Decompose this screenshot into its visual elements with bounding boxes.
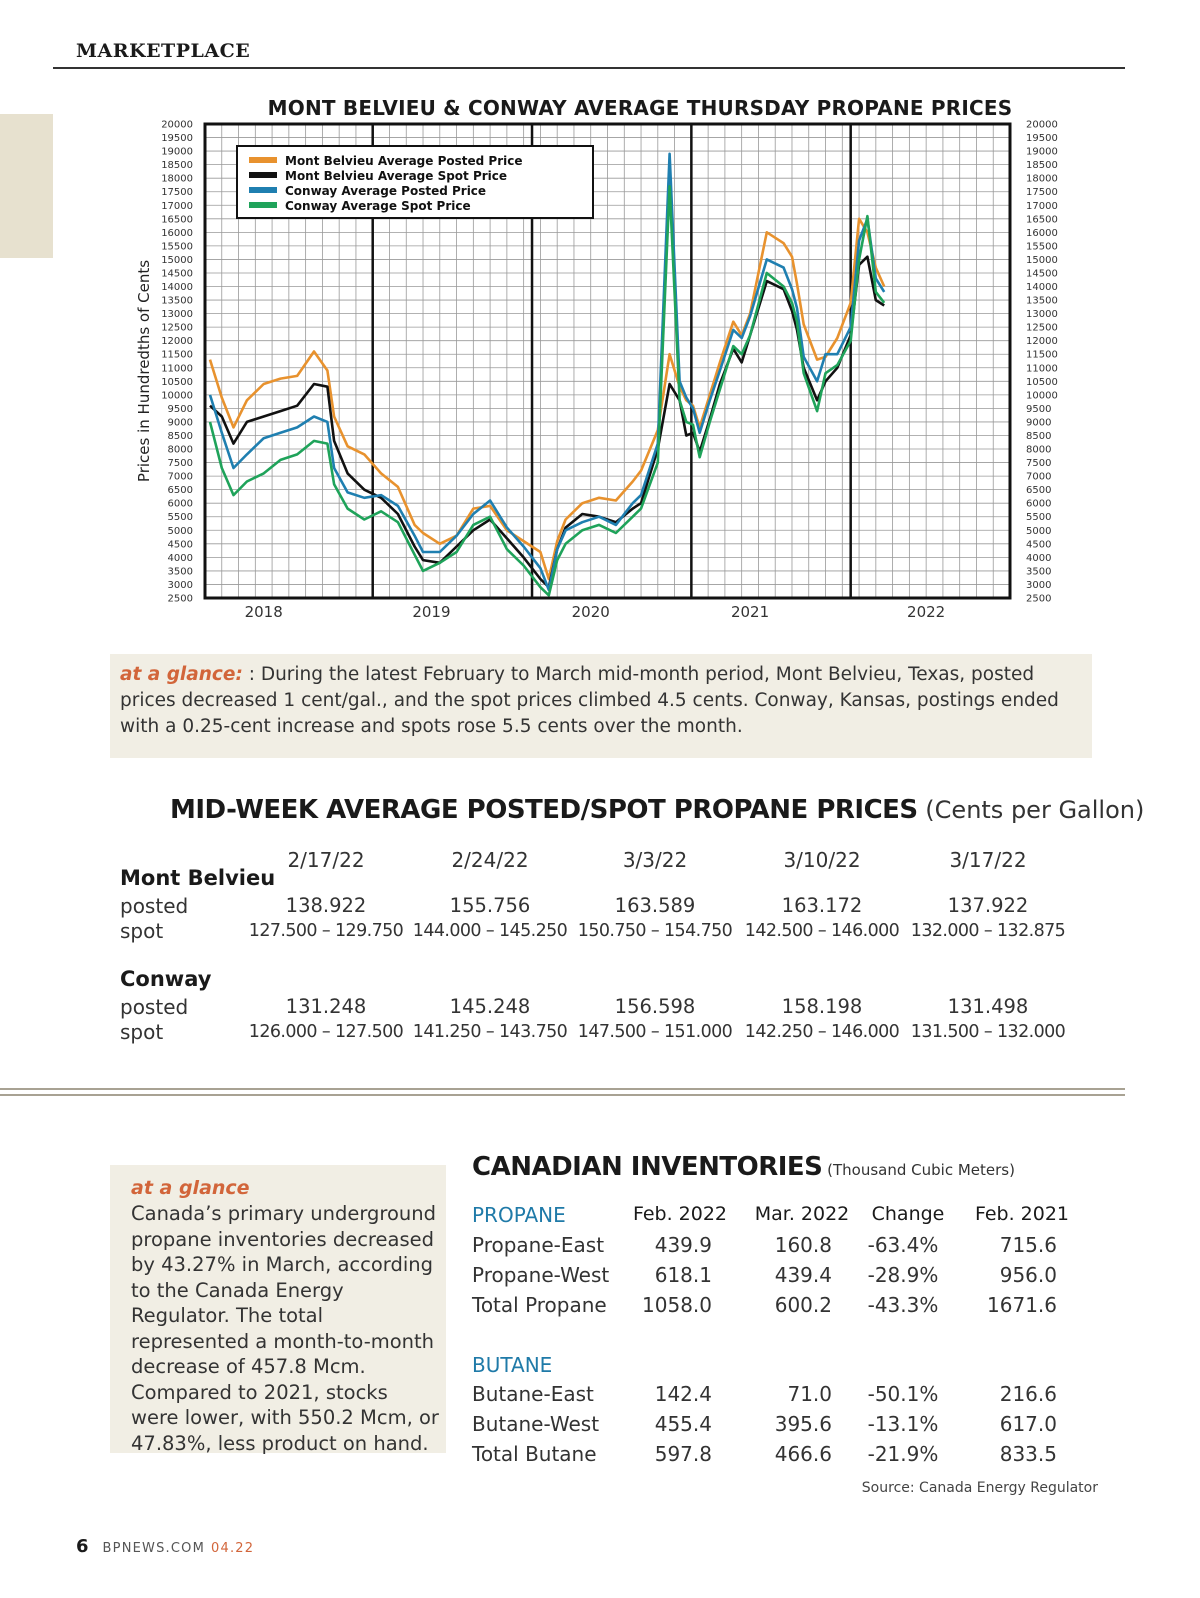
date-header: 2/24/22	[451, 848, 529, 872]
legend-swatch	[249, 187, 277, 193]
glance-box-bottom	[110, 1165, 446, 1453]
inv-row-name: Butane-West	[472, 1412, 600, 1436]
spot-price-range: 132.000 – 132.875	[910, 921, 1066, 941]
y-tick-label-right: 9000	[1026, 417, 1052, 429]
row-label-spot: spot	[120, 919, 164, 943]
inv-feb-2022: 439.9	[654, 1233, 712, 1257]
y-tick-label-right: 11500	[1026, 349, 1058, 361]
inv-mar-2022: 160.8	[774, 1233, 832, 1257]
footer-issue: 04.22	[211, 1541, 255, 1556]
y-tick-label-right: 20000	[1026, 119, 1058, 131]
y-tick-label-left: 19000	[161, 146, 193, 158]
inv-feb-2022: 142.4	[654, 1382, 712, 1406]
prices-title-sub: (Cents per Gallon)	[917, 796, 1145, 824]
posted-price: 137.922	[947, 894, 1029, 917]
y-tick-label-right: 13000	[1026, 309, 1058, 321]
y-tick-label-left: 20000	[161, 119, 193, 131]
y-tick-label-left: 18000	[161, 173, 193, 185]
y-tick-label-left: 4500	[167, 539, 193, 551]
row-label-spot: spot	[120, 1020, 164, 1044]
y-tick-label-right: 5000	[1026, 525, 1052, 537]
inv-column-header: Mar. 2022	[754, 1203, 850, 1225]
inv-feb-2022: 455.4	[654, 1412, 712, 1436]
inventories-title	[472, 1152, 1015, 1182]
y-tick-label-right: 18500	[1026, 160, 1058, 172]
inv-row-name: Propane-West	[472, 1263, 610, 1287]
y-tick-label-left: 7500	[167, 458, 193, 470]
y-tick-label-left: 4000	[167, 552, 193, 564]
posted-price: 163.172	[781, 894, 863, 917]
section-label: MARKETPLACE	[76, 40, 251, 62]
legend-entry: Mont Belvieu Average Spot Price	[285, 169, 508, 183]
y-tick-label-right: 14000	[1026, 282, 1058, 294]
y-tick-label-left: 8500	[167, 430, 193, 442]
y-tick-label-right: 3000	[1026, 579, 1052, 591]
date-header: 3/10/22	[783, 848, 861, 872]
y-tick-label-right: 7500	[1026, 458, 1052, 470]
inv-row-name: Propane-East	[472, 1233, 605, 1257]
inv-change: -43.3%	[867, 1293, 939, 1317]
glance-bottom-label: at a glance	[131, 1177, 250, 1199]
side-tab	[0, 114, 53, 258]
y-tick-label-right: 13500	[1026, 295, 1058, 307]
group-name: Mont Belvieu	[120, 866, 276, 890]
row-label-posted: posted	[120, 894, 189, 918]
y-tick-label-right: 12500	[1026, 322, 1058, 334]
y-tick-label-left: 11500	[161, 349, 193, 361]
inv-mar-2022: 395.6	[774, 1412, 832, 1436]
y-tick-label-right: 5500	[1026, 512, 1052, 524]
glance-box-top	[110, 654, 1092, 758]
inv-column-header: Feb. 2022	[632, 1203, 728, 1225]
price-chart	[130, 118, 1070, 638]
inv-change: -28.9%	[867, 1263, 939, 1287]
group-name: Conway	[120, 967, 212, 991]
posted-price: 158.198	[781, 995, 863, 1018]
inv-feb-2021: 216.6	[999, 1382, 1057, 1406]
inv-feb-2021: 1671.6	[987, 1293, 1057, 1317]
inv-feb-2022: 1058.0	[642, 1293, 712, 1317]
top-divider	[53, 67, 1125, 69]
y-tick-label-left: 12000	[161, 336, 193, 348]
footer-site: BPNEWS.COM	[102, 1541, 205, 1556]
y-tick-label-left: 18500	[161, 160, 193, 172]
y-tick-label-left: 19500	[161, 133, 193, 145]
inv-change: -13.1%	[867, 1412, 939, 1436]
inv-feb-2021: 833.5	[999, 1442, 1057, 1466]
spot-price-range: 142.500 – 146.000	[744, 921, 900, 941]
spot-price-range: 127.500 – 129.750	[248, 921, 404, 941]
y-tick-label-left: 9500	[167, 403, 193, 415]
legend-entry: Conway Average Spot Price	[285, 199, 471, 213]
y-tick-label-right: 19500	[1026, 133, 1058, 145]
y-tick-label-right: 9500	[1026, 403, 1052, 415]
x-year-label: 2018	[244, 603, 283, 621]
spot-price-range: 142.250 – 146.000	[744, 1022, 900, 1042]
date-header: 2/17/22	[287, 848, 365, 872]
y-tick-label-left: 10000	[161, 390, 193, 402]
inv-feb-2021: 956.0	[999, 1263, 1057, 1287]
spot-price-range: 147.500 – 151.000	[577, 1022, 733, 1042]
inv-change: -63.4%	[867, 1233, 939, 1257]
inv-feb-2022: 597.8	[654, 1442, 712, 1466]
legend-swatch	[249, 157, 277, 163]
inv-row-name: Total Propane	[472, 1293, 607, 1317]
y-tick-label-left: 12500	[161, 322, 193, 334]
spot-price-range: 144.000 – 145.250	[412, 921, 568, 941]
y-tick-label-right: 3500	[1026, 566, 1052, 578]
chart-title: MONT BELVIEU & CONWAY AVERAGE THURSDAY PROPANE PRICES	[267, 96, 1013, 120]
y-tick-label-right: 18000	[1026, 173, 1058, 185]
y-tick-label-left: 16000	[161, 227, 193, 239]
section-divider-1	[0, 1088, 1125, 1090]
y-tick-label-right: 10000	[1026, 390, 1058, 402]
inv-column-header: Feb. 2021	[974, 1203, 1070, 1225]
y-tick-label-right: 15500	[1026, 241, 1058, 253]
y-tick-label-right: 15000	[1026, 254, 1058, 266]
inv-mar-2022: 466.6	[774, 1442, 832, 1466]
y-tick-label-left: 14500	[161, 268, 193, 280]
y-tick-label-right: 16500	[1026, 214, 1058, 226]
glance-top-body: : During the latest February to March mid-month period, Mont Belvieu, Texas, posted prices decreased 1 cent/gal., and the spot prices climbed 4.5 cents. Conway, Kansas, postings ended with a 0.25-cent increase and spots rose 5.5 cents over the month.	[120, 664, 1059, 737]
y-tick-label-left: 7000	[167, 471, 193, 483]
y-tick-label-left: 17000	[161, 200, 193, 212]
y-tick-label-right: 8500	[1026, 430, 1052, 442]
legend-swatch	[249, 172, 277, 178]
y-tick-label-left: 6000	[167, 498, 193, 510]
y-tick-label-right: 12000	[1026, 336, 1058, 348]
x-year-label: 2021	[730, 603, 770, 621]
section-divider-2	[0, 1094, 1125, 1096]
y-axis-label: Prices in Hundredths of Cents	[135, 259, 153, 483]
y-tick-label-right: 4500	[1026, 539, 1052, 551]
y-tick-label-left: 16500	[161, 214, 193, 226]
posted-price: 155.756	[449, 894, 531, 917]
spot-price-range: 131.500 – 132.000	[910, 1022, 1066, 1042]
date-header: 3/17/22	[949, 848, 1027, 872]
y-tick-label-left: 13000	[161, 309, 193, 321]
y-tick-label-left: 2500	[167, 593, 193, 605]
posted-price: 138.922	[285, 894, 367, 917]
posted-price: 156.598	[614, 995, 696, 1018]
source-note: Source: Canada Energy Regulator	[861, 1480, 1098, 1496]
inventories-title-sub: (Thousand Cubic Meters)	[822, 1161, 1015, 1179]
posted-price: 145.248	[449, 995, 531, 1018]
inventories-title-main: CANADIAN INVENTORIES	[472, 1152, 823, 1182]
y-tick-label-right: 6500	[1026, 485, 1052, 497]
y-tick-label-left: 15500	[161, 241, 193, 253]
y-tick-label-right: 17500	[1026, 187, 1058, 199]
y-tick-label-right: 14500	[1026, 268, 1058, 280]
inv-row-name: Butane-East	[472, 1382, 594, 1406]
spot-price-range: 150.750 – 154.750	[577, 921, 733, 941]
legend-entry: Mont Belvieu Average Posted Price	[285, 154, 523, 168]
y-tick-label-right: 17000	[1026, 200, 1058, 212]
y-tick-label-left: 14000	[161, 282, 193, 294]
inv-change: -50.1%	[867, 1382, 939, 1406]
spot-price-range: 141.250 – 143.750	[412, 1022, 568, 1042]
y-tick-label-right: 4000	[1026, 552, 1052, 564]
glance-top-label: at a glance:	[120, 664, 243, 685]
y-tick-label-left: 8000	[167, 444, 193, 456]
y-tick-label-left: 15000	[161, 254, 193, 266]
y-tick-label-left: 11000	[161, 363, 193, 375]
legend-entry: Conway Average Posted Price	[285, 184, 487, 198]
inv-feb-2022: 618.1	[654, 1263, 712, 1287]
spot-price-range: 126.000 – 127.500	[248, 1022, 404, 1042]
x-year-label: 2022	[907, 603, 946, 621]
inv-column-header: Change	[871, 1203, 945, 1225]
inv-feb-2021: 617.0	[999, 1412, 1057, 1436]
inv-mar-2022: 439.4	[774, 1263, 832, 1287]
inv-section-butane: BUTANE	[472, 1353, 553, 1377]
y-tick-label-right: 8000	[1026, 444, 1052, 456]
row-label-posted: posted	[120, 995, 189, 1019]
y-tick-label-right: 2500	[1026, 593, 1052, 605]
inv-change: -21.9%	[867, 1442, 939, 1466]
y-tick-label-left: 5500	[167, 512, 193, 524]
y-tick-label-left: 3500	[167, 566, 193, 578]
prices-title-main: MID-WEEK AVERAGE POSTED/SPOT PROPANE PRICES	[170, 795, 918, 825]
legend-swatch	[249, 202, 277, 208]
posted-price: 163.589	[614, 894, 696, 917]
y-tick-label-left: 10500	[161, 376, 193, 388]
x-year-label: 2019	[412, 603, 451, 621]
y-tick-label-left: 6500	[167, 485, 193, 497]
y-tick-label-right: 16000	[1026, 227, 1058, 239]
y-tick-label-right: 6000	[1026, 498, 1052, 510]
y-tick-label-left: 13500	[161, 295, 193, 307]
x-year-label: 2020	[571, 603, 610, 621]
inv-mar-2022: 600.2	[774, 1293, 832, 1317]
glance-bottom-text: Canada’s primary underground propane inventories decreased by 43.27% in March, according to the Canada Energy Regulator. The total represented a month-to-month decrease of 457.8 Mcm. Compared to 2021, stocks were lower, with 550.2 Mcm, or 47.83%, less product on hand.	[131, 1202, 439, 1455]
y-tick-label-left: 9000	[167, 417, 193, 429]
inv-row-name: Total Butane	[472, 1442, 597, 1466]
posted-price: 131.248	[285, 995, 367, 1018]
posted-price: 131.498	[947, 995, 1029, 1018]
prices-table-title	[170, 795, 1144, 825]
y-tick-label-right: 11000	[1026, 363, 1058, 375]
y-tick-label-right: 19000	[1026, 146, 1058, 158]
inv-feb-2021: 715.6	[999, 1233, 1057, 1257]
date-header: 3/3/22	[622, 848, 688, 872]
page-number: 6	[76, 1536, 89, 1557]
y-tick-label-right: 10500	[1026, 376, 1058, 388]
glance-top-text	[110, 654, 1092, 740]
inv-mar-2022: 71.0	[787, 1382, 832, 1406]
y-tick-label-left: 17500	[161, 187, 193, 199]
inv-section-propane: PROPANE	[472, 1203, 566, 1227]
y-tick-label-left: 3000	[167, 579, 193, 591]
y-tick-label-left: 5000	[167, 525, 193, 537]
footer	[76, 1536, 254, 1557]
y-tick-label-right: 7000	[1026, 471, 1052, 483]
